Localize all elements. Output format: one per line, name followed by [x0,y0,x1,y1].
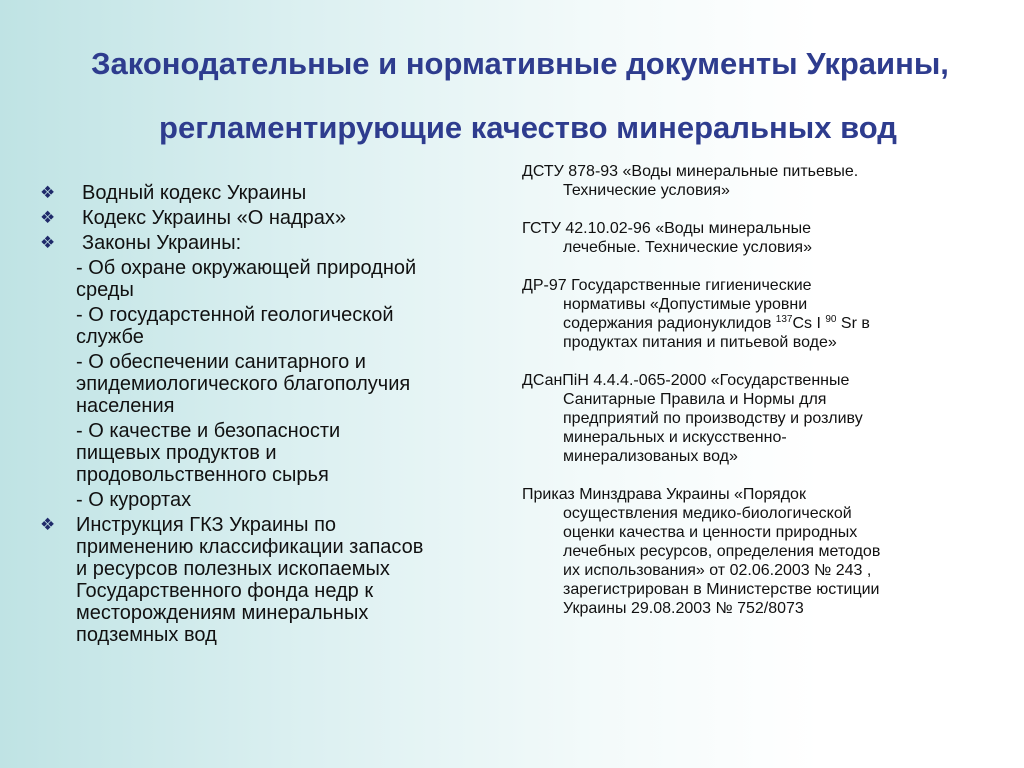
law-line: - О качестве и безопасности [76,420,341,442]
doc-cont-line: Санитарные Правила и Нормы для [563,391,827,408]
law-line: пищевых продуктов и [76,442,277,464]
doc-first-line: Приказ Минздрава Украины «Порядок [522,486,806,503]
isotope-text: Cs I [792,315,826,332]
doc-first-line: ДР-97 Государственные гигиенические [522,277,812,294]
instruction-line: Инструкция ГКЗ Украины по [76,514,337,536]
doc-cont-line: оценки качества и ценности природных [563,524,858,541]
diamond-bullet-icon: ❖ [40,183,56,203]
law-item-resorts [40,489,490,511]
law-line: населения [76,395,175,417]
law-line: среды [76,279,134,301]
bullet-text: Законы Украины: [82,232,242,254]
doc-dstu [522,162,992,200]
doc-gstu [522,219,992,257]
right-column [522,162,992,637]
doc-first-line: ДСанПіН 4.4.4.-065-2000 «Государственные [522,372,850,389]
instruction-line: месторождениям минеральных [76,602,369,624]
doc-cont-line: предприятий по производству и розливу [563,410,863,427]
bullet-laws [40,232,490,254]
doc-cont-line: продуктах питания и питьевой воде» [563,334,837,351]
doc-cont-line-isotopes [522,314,992,333]
bullet-text: Водный кодекс Украины [82,182,307,204]
doc-cont-line: их использования» от 02.06.2003 № 243 , [563,562,872,579]
left-column [40,182,490,649]
diamond-bullet-icon: ❖ [40,515,56,535]
doc-dr97 [522,276,992,352]
doc-first-line: ГСТУ 42.10.02-96 «Воды минеральные [522,220,811,237]
doc-cont-line: лечебные. Технические условия» [563,239,812,256]
isotope-mass-sr: 90 [825,314,837,325]
isotope-text: Sr в [836,315,870,332]
law-line: эпидемиологического благополучия [76,373,411,395]
doc-cont-line: осуществления медико-биологической [563,505,852,522]
doc-cont-line: нормативы «Допустимые уровни [563,296,808,313]
law-item-geology [40,304,490,348]
bullet-gkz-instruction [40,514,490,646]
doc-cont-line: минеральных и искусственно- [563,429,787,446]
law-line: службе [76,326,144,348]
doc-cont-line: лечебных ресурсов, определения методов [563,543,881,560]
instruction-line: применению классификации запасов [76,536,424,558]
instruction-line: Государственного фонда недр к [76,580,374,602]
law-item-food-safety [40,420,490,486]
bullet-subsoil-code [40,207,490,229]
doc-ministry-order [522,485,992,618]
slide-title-line2: регламентирующие качество минеральных вод [159,110,897,145]
doc-cont-line: минерализованых вод» [563,448,738,465]
law-line: - Об охране окружающей природной [76,257,417,279]
bullet-water-code [40,182,490,204]
slide-title-line1: Законодательные и нормативные документы Украины, [91,46,949,81]
diamond-bullet-icon: ❖ [40,208,56,228]
law-line: - О курортах [76,489,192,511]
doc-cont-line: Украины 29.08.2003 № 752/8073 [563,600,804,617]
law-line: продовольственного сырья [76,464,329,486]
isotope-mass-cs: 137 [775,314,793,325]
doc-cont-line: Технические условия» [563,182,730,199]
doc-cont-line: зарегистрирован в Министерстве юстиции [563,581,880,598]
law-item-environment [40,257,490,301]
doc-first-line: ДСТУ 878-93 «Воды минеральные питьевые. [522,163,859,180]
law-line: - О обеспечении санитарного и [76,351,366,373]
diamond-bullet-icon: ❖ [40,233,56,253]
doc-dsanpin [522,371,992,466]
isotope-text: содержания радионуклидов [563,315,776,332]
bullet-text: Кодекс Украины «О надрах» [82,207,347,229]
instruction-line: и ресурсов полезных ископаемых [76,558,390,580]
law-item-sanitary [40,351,490,417]
law-line: - О государстенной геологической [76,304,394,326]
instruction-line: подземных вод [76,624,217,646]
